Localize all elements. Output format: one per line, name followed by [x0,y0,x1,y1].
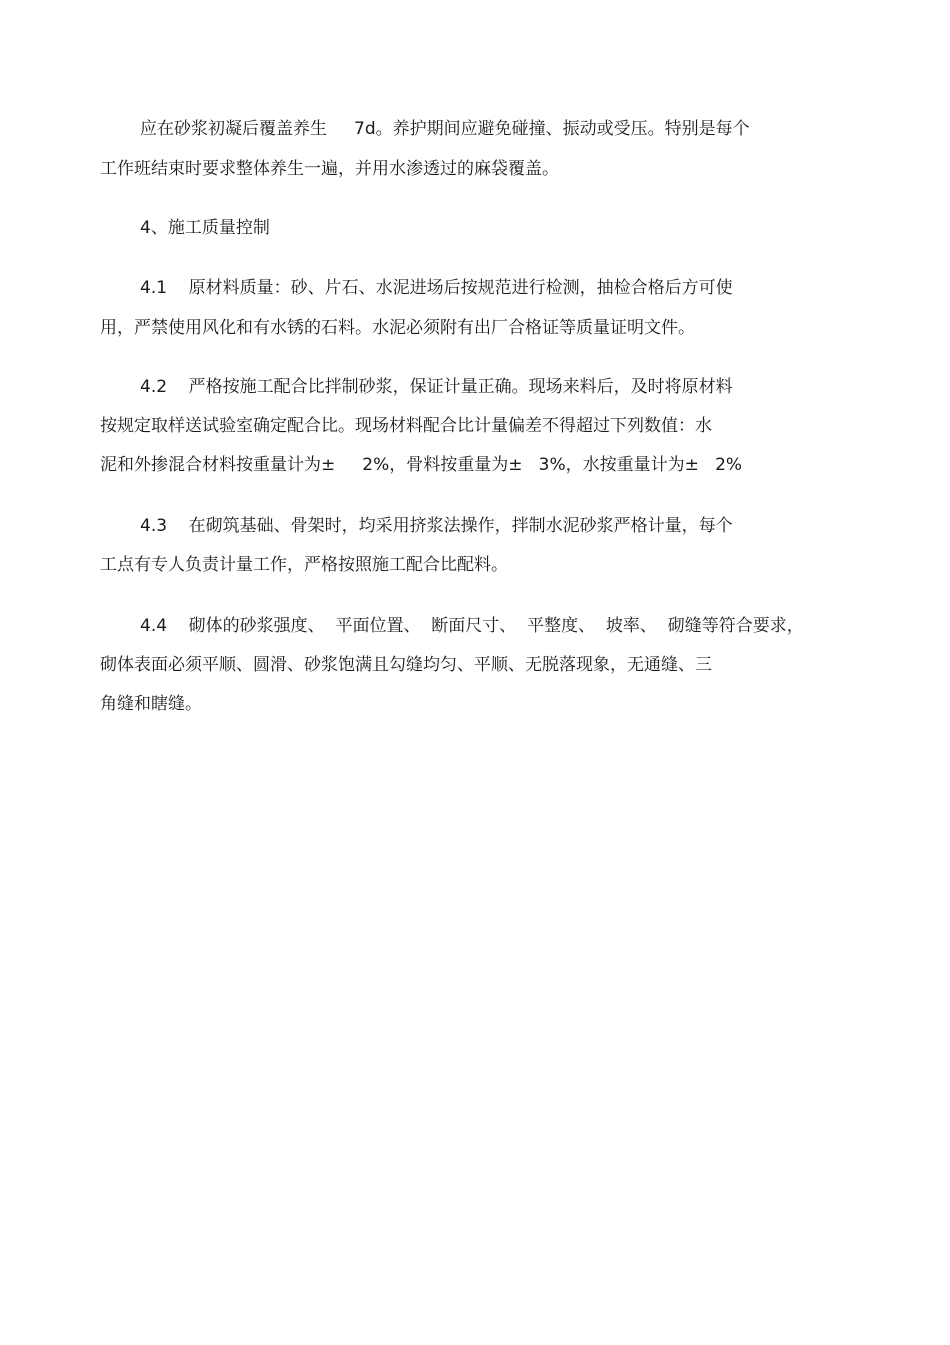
item-4-4-line-1: 4.4 砌体的砂浆强度、 平面位置、 断面尺寸、 平整度、 坡率、 砌缝等符合要求， [140,616,804,636]
item-4-3-line-1: 4.3 在砌筑基础、骨架时，均采用挤浆法操作，拌制水泥砂浆严格计量，每个 [140,516,733,536]
item-4-1-line-1: 4.1 原材料质量：砂、片石、水泥进场后按规范进行检测，抽检合格后方可使 [140,278,733,298]
item-4-1-line-2: 用，严禁使用风化和有水锈的石料。水泥必须附有出厂合格证等质量证明文件。 [100,318,695,338]
curing-text-line-2: 工作班结束时要求整体养生一遍，并用水渗透过的麻袋覆盖。 [100,159,559,179]
item-4-3-line-2: 工点有专人负责计量工作，严格按照施工配合比配料。 [100,555,508,575]
item-4-2-line-2: 按规定取样送试验室确定配合比。现场材料配合比计量偏差不得超过下列数值：水 [100,416,712,436]
curing-text-line-1: 应在砂浆初凝后覆盖养生 7d。养护期间应避免碰撞、振动或受压。特别是每个 [140,119,750,139]
item-4-2-line-1: 4.2 严格按施工配合比拌制砂浆，保证计量正确。现场来料后，及时将原材料 [140,377,733,397]
item-4-4-line-3: 角缝和瞎缝。 [100,694,202,714]
section-4-heading: 4、施工质量控制 [140,218,270,238]
item-4-2-line-3: 泥和外掺混合材料按重量计为± 2%，骨料按重量为± 3%，水按重量计为± 2% [100,455,743,475]
item-4-4-line-2: 砌体表面必须平顺、圆滑、砂浆饱满且勾缝均匀、平顺、无脱落现象，无通缝、三 [100,655,712,675]
